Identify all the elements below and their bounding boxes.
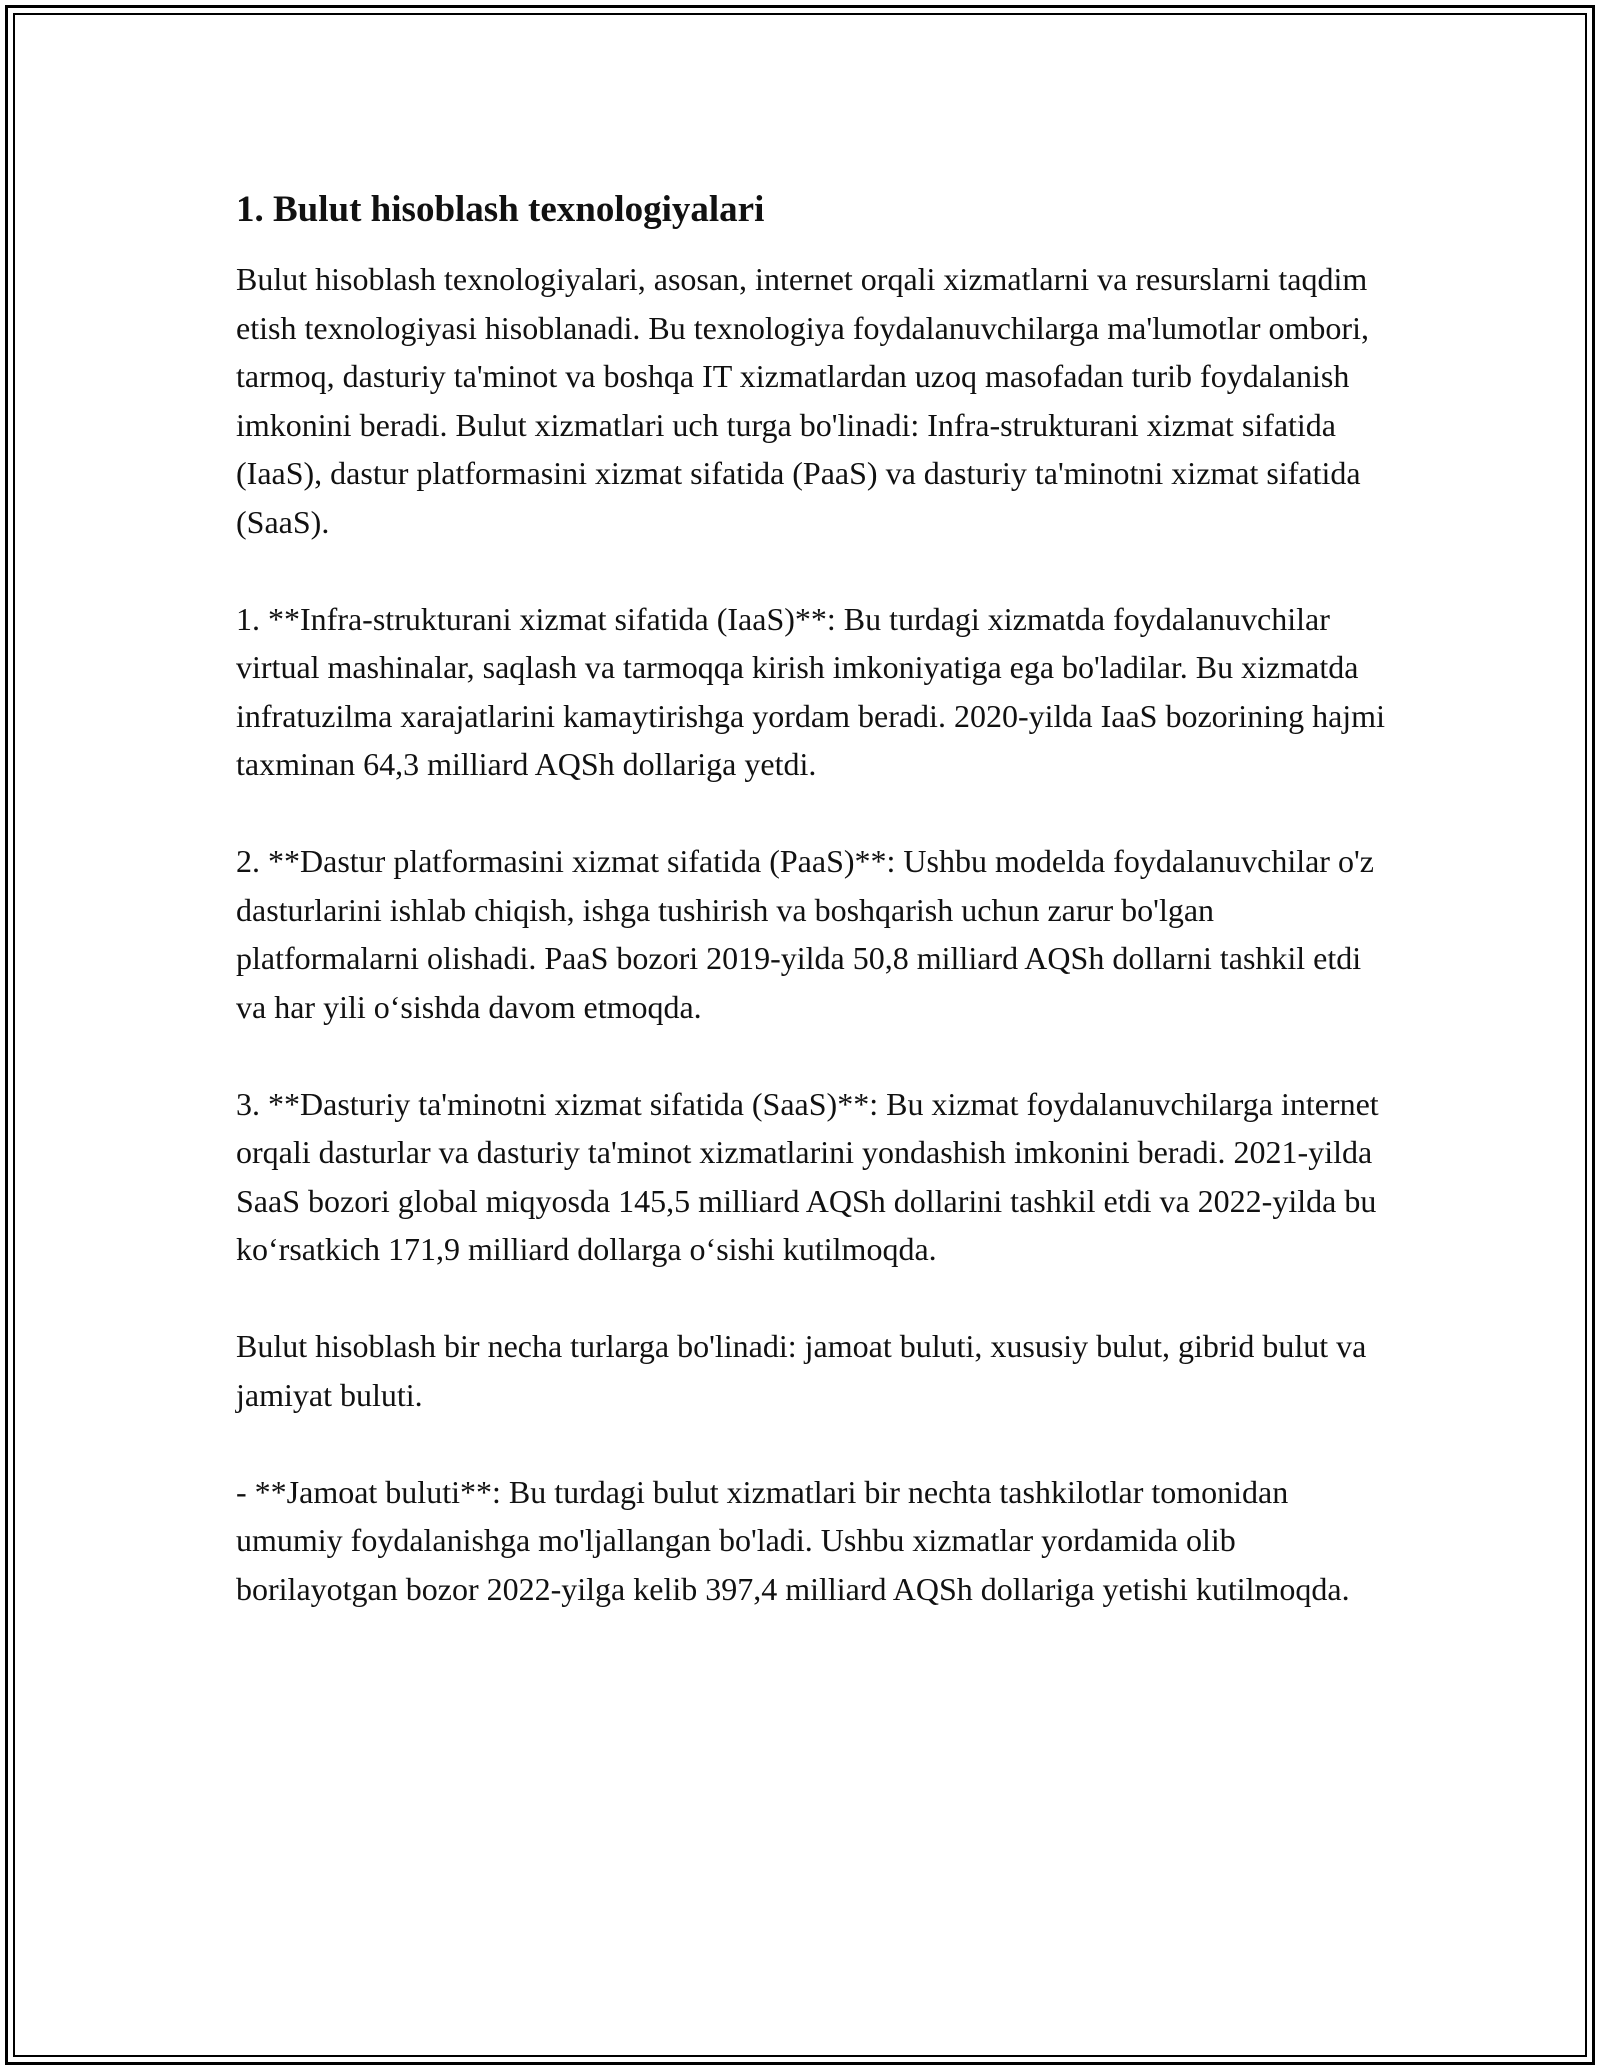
paragraph-paas: 2. **Dastur platformasini xizmat sifatida (PaaS)**: Ushbu modelda foydalanuvchilar o'z dasturlarini ishlab chiqish, ishga tushirish va boshqarish uchun zarur bo'lgan platformalarni olishadi. PaaS bozori 2019-yilda 50,8 milliard AQSh dollarni tashkil etdi va har yili o‘sishda davom etmoqda. [236, 843, 1374, 1025]
paragraph-public-cloud: - **Jamoat buluti**: Bu turdagi bulut xizmatlari bir nechta tashkilotlar tomonidan umumiy foydalanishga mo'ljallangan bo'ladi. Ushbu xizmatlar yordamida olib borilayotgan bozor 2022-yilga kelib 397,4 milliard AQSh dollariga yetishi kutilmoqda. [236, 1473, 1350, 1607]
document-body [236, 185, 1386, 1662]
paragraph-intro: Bulut hisoblash texnologiyalari, asosan, internet orqali xizmatlarni va resurslarni taqdim etish texnologiyasi hisoblanadi. Bu texnologiya foydalanuvchilarga ma'lumotlar ombori, tarmoq, dasturiy ta'minot va boshqa IT xizmatlardan uzoq masofadan turib foydalanish imkonini beradi. Bulut xizmatlari uch turga bo'linadi: Infra-strukturani xizmat sifatida (IaaS), dastur platformasini xizmat sifatida (PaaS) va dasturiy ta'minotni xizmat sifatida (SaaS). [236, 261, 1369, 540]
paragraph-iaas: 1. **Infra-strukturani xizmat sifatida (IaaS)**: Bu turdagi xizmatda foydalanuvchilar virtual mashinalar, saqlash va tarmoqqa kirish imkoniyatiga ega bo'ladilar. Bu xizmatda infratuzilma xarajatlarini kamaytirishga yordam beradi. 2020-yilda IaaS bozorining hajmi taxminan 64,3 milliard AQSh dollariga yetdi. [236, 600, 1385, 782]
paragraph-saas: 3. **Dasturiy ta'minotni xizmat sifatida (SaaS)**: Bu xizmat foydalanuvchilarga internet orqali dasturlar va dasturiy ta'minot xizmatlarini yondashish imkonini beradi. 2021-yilda SaaS bozori global miqyosda 145,5 milliard AQSh dollarini tashkil etdi va 2022-yilda bu ko‘rsatkich 171,9 milliard dollarga o‘sishi kutilmoqda. [236, 1085, 1379, 1267]
paragraph-cloud-types: Bulut hisoblash bir necha turlarga bo'linadi: jamoat buluti, xususiy bulut, gibrid bulut va jamiyat buluti. [236, 1328, 1367, 1413]
document-title: 1. Bulut hisoblash texnologiyalari [236, 189, 765, 230]
